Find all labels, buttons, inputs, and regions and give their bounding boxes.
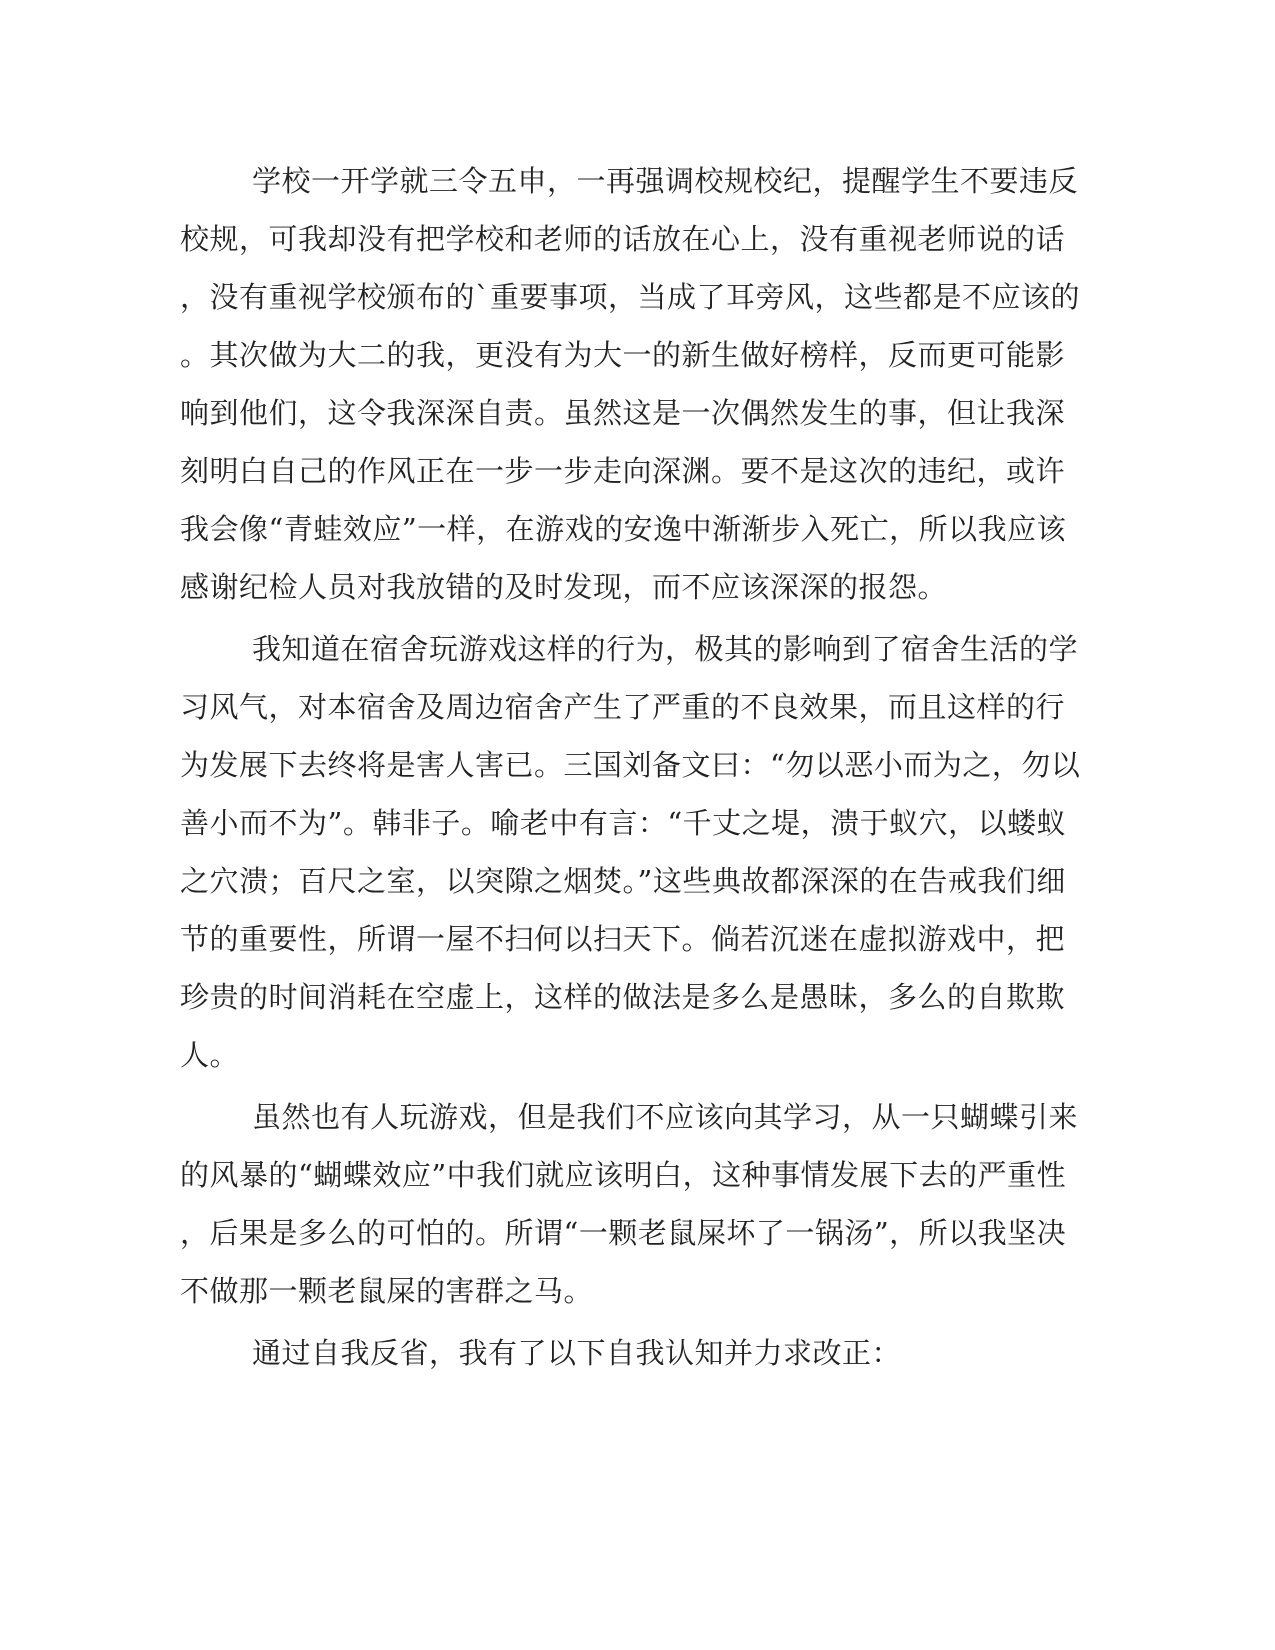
paragraph-4-line-1: 通过自我反省，我有了以下自我认知并力求改正：	[252, 1336, 902, 1370]
paragraph-2-line-7: 珍贵的时间消耗在空虚上，这样的做法是多么是愚昧，多么的自欺欺	[180, 980, 1066, 1014]
paragraph-1-line-7: 我会像“青蛙效应”一样，在游戏的安逸中渐渐步入死亡，所以我应该	[180, 512, 1067, 546]
paragraph-1-line-1: 学校一开学就三令五申，一再强调校规校纪，提醒学生不要违反	[252, 164, 1079, 198]
paragraph-1-line-8: 感谢纪检人员对我放错的及时发现，而不应该深深的报怨。	[180, 570, 948, 604]
paragraph-1-line-2: 校规，可我却没有把学校和老师的话放在心上，没有重视老师说的话	[180, 222, 1066, 256]
paragraph-2-line-8: 人。	[180, 1038, 240, 1072]
paragraph-3-line-4: 不做那一颗老鼠屎的害群之马。	[180, 1274, 594, 1308]
paragraph-2-line-5: 之穴溃；百尺之室，以突隙之烟焚。”这些典故都深深的在告戒我们细	[180, 864, 1066, 898]
paragraph-1-line-5: 响到他们，这令我深深自责。虽然这是一次偶然发生的事，但让我深	[180, 396, 1066, 430]
paragraph-2-line-2: 习风气，对本宿舍及周边宿舍产生了严重的不良效果，而且这样的行	[180, 690, 1066, 724]
paragraph-2-line-3: 为发展下去终将是害人害已。三国刘备文曰：“勿以恶小而为之，勿以	[180, 748, 1081, 782]
paragraph-2-line-4: 善小而不为”。韩非子。喻老中有言：“千丈之堤，溃于蚁穴，以蝼蚁	[180, 806, 1067, 840]
paragraph-3-line-1: 虽然也有人玩游戏，但是我们不应该向其学习，从一只蝴蝶引来	[252, 1100, 1079, 1134]
paragraph-3-line-3: ，后果是多么的可怕的。所谓“一颗老鼠屎坏了一锅汤”，所以我坚决	[180, 1216, 1067, 1250]
paragraph-2-line-1: 我知道在宿舍玩游戏这样的行为，极其的影响到了宿舍生活的学	[252, 632, 1079, 666]
paragraph-2-line-6: 节的重要性，所谓一屋不扫何以扫天下。倘若沉迷在虚拟游戏中，把	[180, 922, 1066, 956]
paragraph-3-line-2: 的风暴的“蝴蝶效应”中我们就应该明白，这种事情发展下去的严重性	[180, 1158, 1067, 1192]
paragraph-1-line-6: 刻明白自己的作风正在一步一步走向深渊。要不是这次的违纪，或许	[180, 454, 1066, 488]
paragraph-1-line-3: ，没有重视学校颁布的`重要事项，当成了耳旁风，这些都是不应该的	[180, 280, 1081, 314]
paragraph-1-line-4: 。其次做为大二的我，更没有为大一的新生做好榜样，反而更可能影	[180, 338, 1066, 372]
